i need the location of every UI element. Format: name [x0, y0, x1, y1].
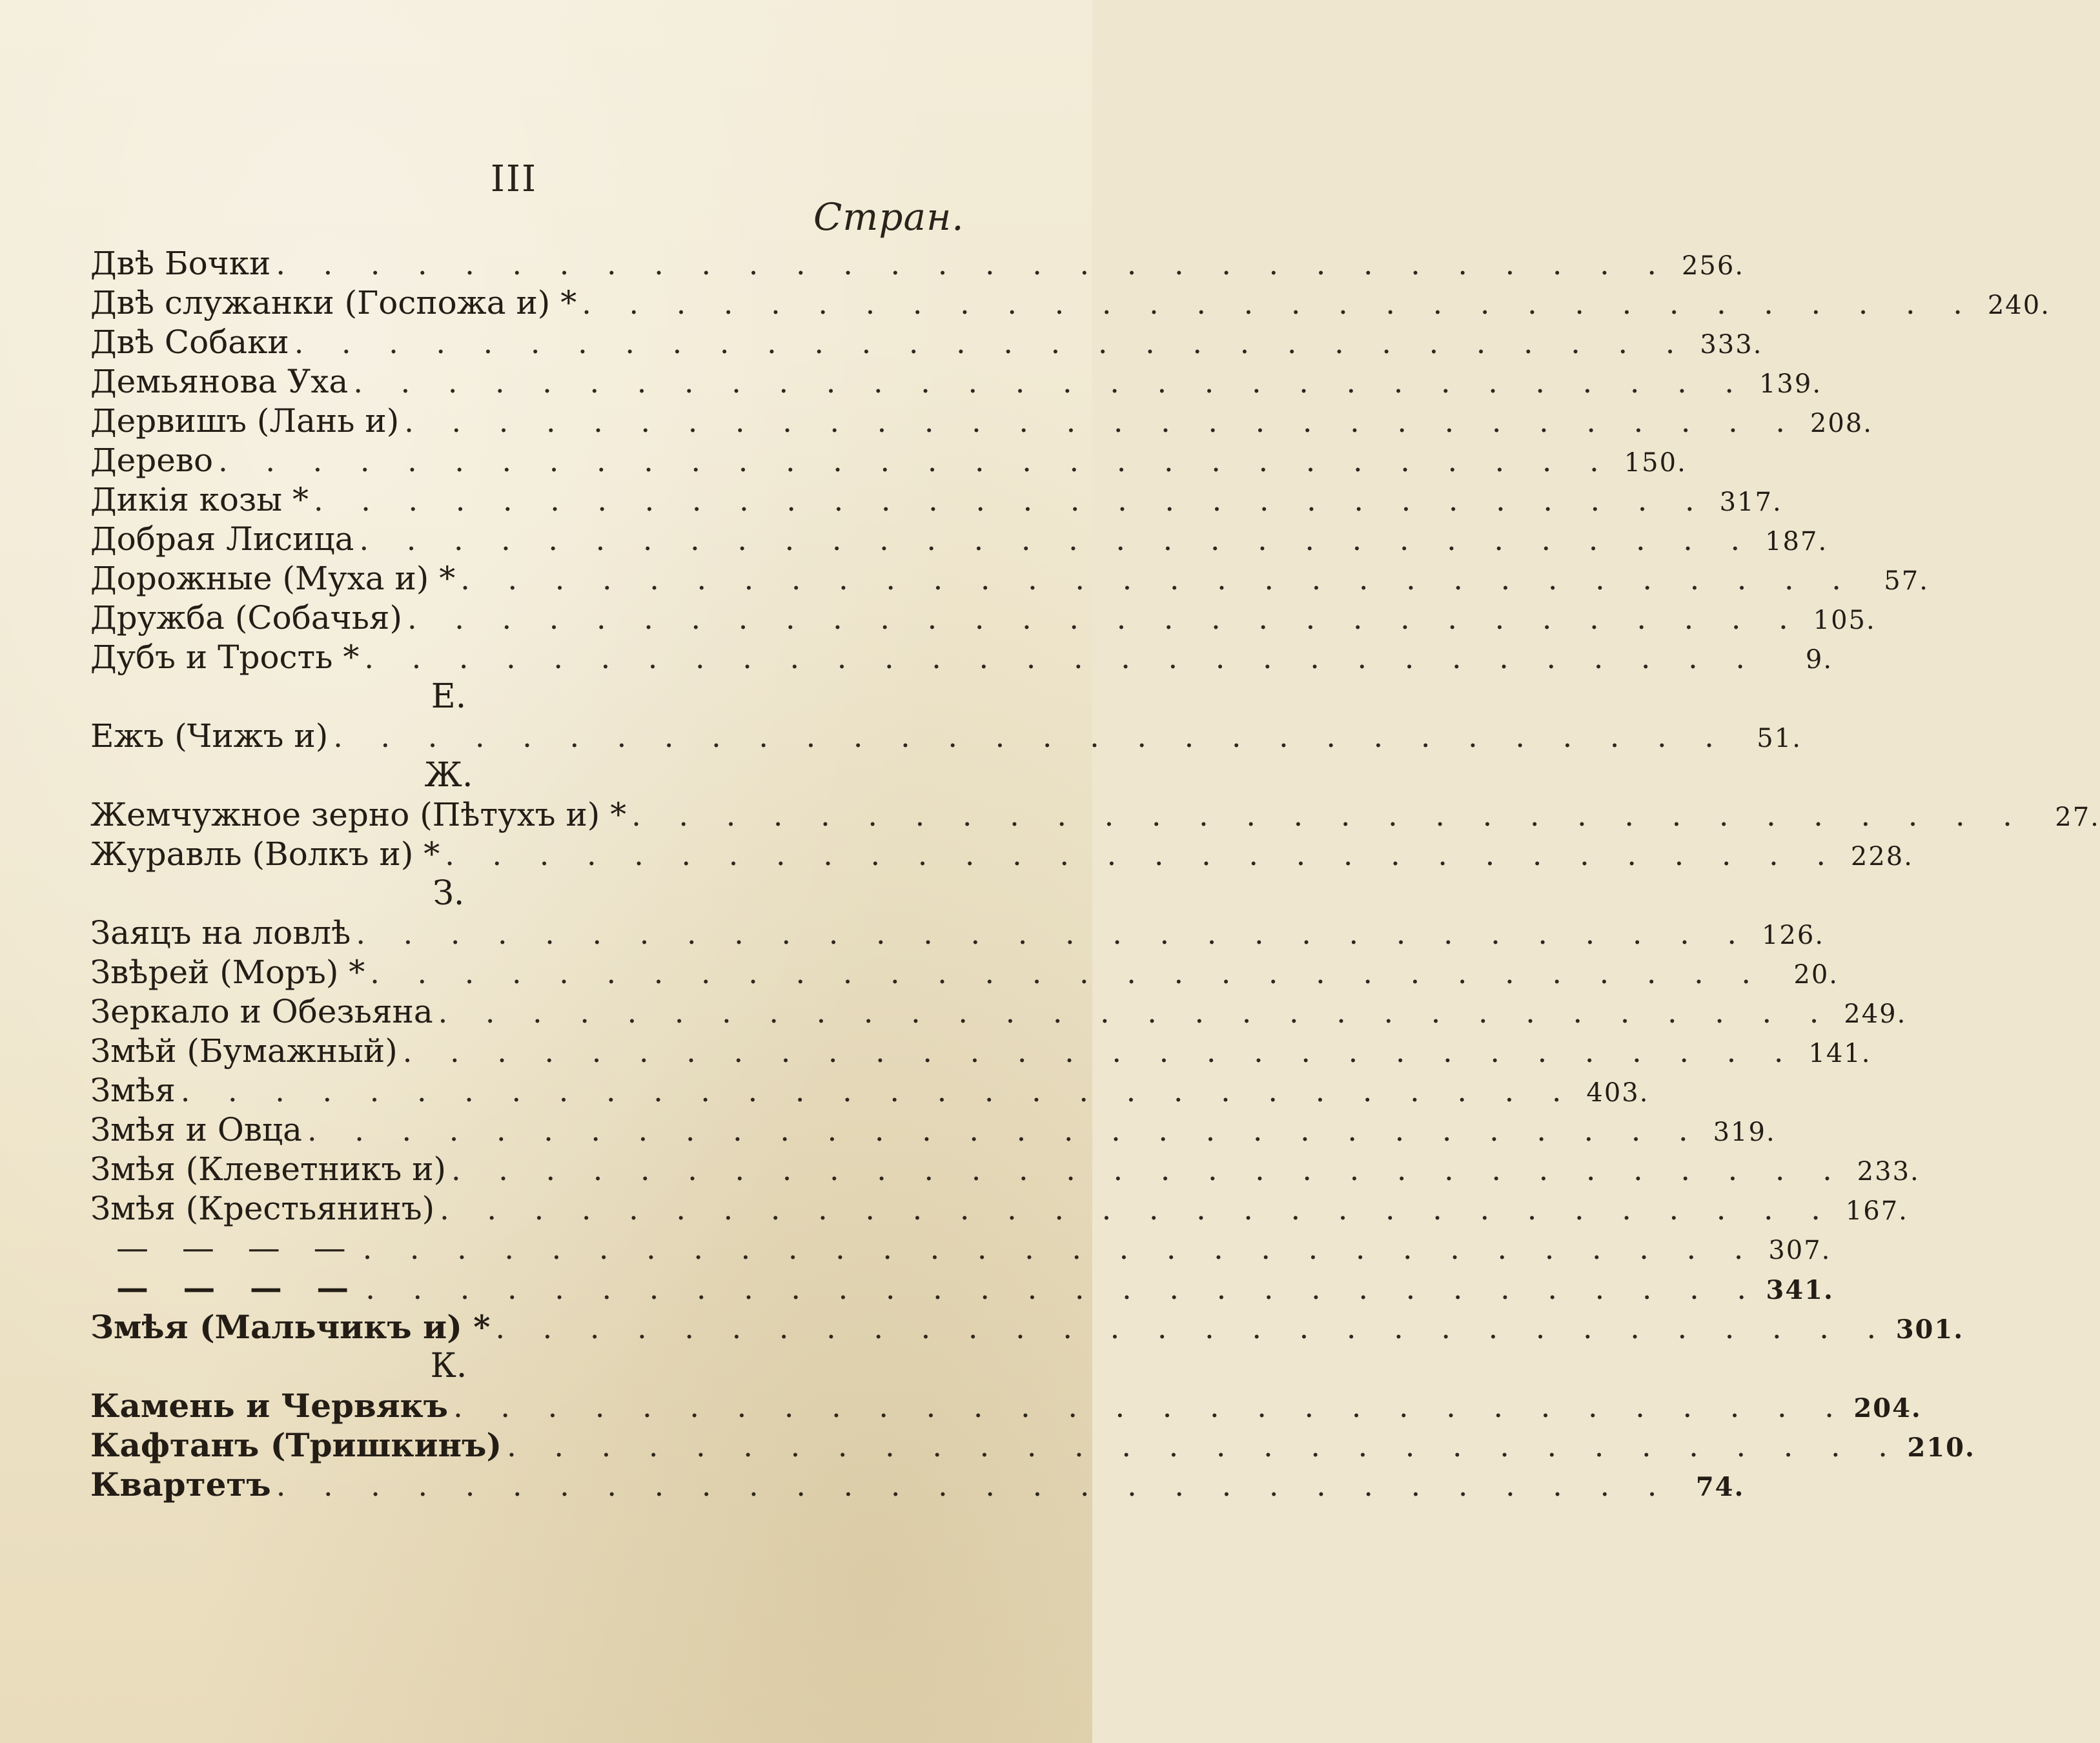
dot-leader: . . . . . . . . . . . . . . . . . . . . . . . . . . . . . .: [407, 601, 1802, 636]
dot-leader: . . . . . . . . . . . . . . . . . . . . . . . . . . . . . .: [180, 1074, 1576, 1108]
entry-page-number: 9.: [1805, 645, 1833, 675]
section-letter: Ж.: [424, 756, 473, 795]
toc-entry: [90, 480, 1782, 520]
entry-title: Ежъ (Чижъ и): [90, 717, 329, 755]
toc-entry: [90, 913, 1825, 953]
dot-leader: . . . . . . . . . . . . . . . . . . . . . . . . . . . . . .: [276, 247, 1671, 281]
entry-page-number: 233.: [1857, 1157, 1920, 1187]
entry-title: Кафтанъ (Тришкинъ): [90, 1426, 502, 1464]
toc-entry: [90, 244, 1745, 283]
page-column-header: Стран.: [813, 195, 964, 239]
toc-entry: [90, 1268, 1834, 1307]
toc-entry: [90, 1465, 1745, 1504]
entry-page-number: 126.: [1761, 921, 1825, 950]
dot-leader: . . . . . . . . . . . . . . . . . . . . . . . . . . . . . .: [353, 365, 1749, 400]
entry-page-number: 256.: [1681, 251, 1745, 281]
section-letter: Е.: [431, 677, 467, 716]
dot-leader: . . . . . . . . . . . . . . . . . . . . . . . . . . . . . .: [451, 1152, 1846, 1187]
entry-title: Демьянова Уха: [90, 363, 349, 400]
toc-entry: [90, 1110, 1776, 1150]
entry-title: Дубъ и Трость *: [90, 638, 360, 676]
entry-page-number: 20.: [1793, 960, 1839, 990]
toc-entry: [90, 520, 1828, 559]
dot-leader: . . . . . . . . . . . . . . . . . . . . . . . . . . . . . .: [631, 798, 2026, 833]
entry-title: Звѣрей (Моръ) *: [90, 953, 365, 991]
entry-title: Змѣя (Клеветникъ и): [90, 1150, 447, 1188]
entry-page-number: 403.: [1586, 1078, 1649, 1108]
entry-title: Дервишъ (Лань и): [90, 402, 400, 440]
entry-title: Змѣя (Мальчикъ и) *: [90, 1308, 491, 1346]
entry-page-number: 317.: [1719, 487, 1782, 517]
entry-title: Двѣ Собаки: [90, 323, 289, 361]
entry-page-number: 167.: [1845, 1196, 1908, 1226]
entry-page-number: 319.: [1713, 1117, 1776, 1147]
entry-title: Двѣ служанки (Госпожа и) *: [90, 284, 577, 321]
entry-page-number: 150.: [1624, 448, 1687, 478]
entry-page-number: 341.: [1766, 1275, 1834, 1305]
ditto-dashes: — — — —: [116, 1229, 358, 1267]
dot-leader: . . . . . . . . . . . . . . . . . . . . . . . . . . . . . .: [365, 1271, 1760, 1306]
entry-page-number: 249.: [1844, 999, 1907, 1029]
dot-leader: . . . . . . . . . . . . . . . . . . . . . . . . . . . . . .: [370, 955, 1765, 990]
dot-leader: . . . . . . . . . . . . . . . . . . . . . . . . . . . . . .: [313, 483, 1709, 518]
dot-leader: . . . . . . . . . . . . . . . . . . . . . . . . . . . . . .: [333, 719, 1728, 754]
toc-entry: [90, 1032, 1871, 1071]
dot-leader: . . . . . . . . . . . . . . . . . . . . . . . . . . . . . .: [359, 522, 1755, 557]
entry-title: Журавль (Волкъ и) *: [90, 835, 440, 873]
toc-entry: [90, 323, 1763, 362]
entry-page-number: 208.: [1809, 409, 1873, 438]
dot-leader: . . . . . . . . . . . . . . . . . . . . . . . . . . . . . .: [404, 404, 1799, 439]
entry-page-number: 57.: [1884, 566, 1929, 596]
section-letter: К.: [430, 1347, 467, 1385]
dot-leader: . . . . . . . . . . . . . . . . . . . . . . . . . . . . . .: [364, 640, 1760, 675]
entry-page-number: 27.: [2055, 802, 2100, 832]
section-letter: З.: [433, 874, 465, 913]
dot-leader: . . . . . . . . . . . . . . . . . . . . . . . . . . . . . .: [307, 1113, 1702, 1148]
entry-title: Змѣя (Крестьянинъ): [90, 1190, 435, 1227]
table-of-contents: [90, 244, 2100, 1504]
entry-title: Дружба (Собачья): [90, 599, 402, 637]
toc-entry: [90, 1307, 1964, 1347]
entry-title: Добрая Лисица: [90, 520, 354, 558]
dot-leader: . . . . . . . . . . . . . . . . . . . . . . . . . . . . . .: [218, 443, 1613, 478]
dot-leader: . . . . . . . . . . . . . . . . . . . . . . . . . . . . . .: [495, 1310, 1891, 1345]
toc-entry: [90, 1386, 1922, 1425]
dot-leader: . . . . . . . . . . . . . . . . . . . . . . . . . . . . . .: [460, 562, 1855, 596]
toc-entry: [90, 283, 2050, 323]
ditto-dashes: — — — —: [116, 1269, 361, 1307]
entry-title: Дикія козы *: [90, 481, 309, 518]
entry-title: Жемчужное зерно (Пѣтухъ и) *: [90, 796, 627, 833]
entry-title: Квартетъ: [90, 1465, 271, 1503]
entry-title: Камень и Червякъ: [90, 1387, 449, 1425]
toc-entry: [90, 1425, 1975, 1465]
toc-entry: [90, 1071, 1649, 1110]
entry-page-number: 210.: [1907, 1432, 1975, 1463]
dot-leader: . . . . . . . . . . . . . . . . . . . . . . . . . . . . . .: [356, 916, 1751, 951]
dot-leader: . . . . . . . . . . . . . . . . . . . . . . . . . . . . . .: [402, 1034, 1798, 1069]
entry-page-number: 240.: [1987, 290, 2050, 320]
entry-page-number: 141.: [1808, 1039, 1871, 1068]
entry-title: Зеркало и Обезьяна: [90, 993, 433, 1030]
dot-leader: . . . . . . . . . . . . . . . . . . . . . . . . . . . . . .: [453, 1389, 1848, 1424]
entry-page-number: 228.: [1850, 842, 1913, 872]
toc-entry: [90, 1189, 1908, 1228]
entry-page-number: 301.: [1895, 1314, 1964, 1345]
toc-entry: [90, 362, 1822, 402]
dot-leader: . . . . . . . . . . . . . . . . . . . . . . . . . . . . . .: [276, 1468, 1671, 1503]
dot-leader: . . . . . . . . . . . . . . . . . . . . . . . . . . . . . .: [438, 995, 1833, 1030]
toc-entry: [90, 953, 1839, 992]
dot-leader: . . . . . . . . . . . . . . . . . . . . . . . . . . . . . .: [294, 325, 1689, 360]
dot-leader: . . . . . . . . . . . . . . . . . . . . . . . . . . . . . .: [507, 1429, 1902, 1463]
toc-entry: [90, 992, 1907, 1032]
entry-page-number: 51.: [1757, 724, 1802, 753]
dot-leader: . . . . . . . . . . . . . . . . . . . . . . . . . . . . . .: [362, 1231, 1758, 1266]
toc-entry: [90, 1228, 1831, 1268]
page-number: III: [490, 158, 538, 200]
entry-title: Заяцъ на ловлѣ: [90, 914, 351, 952]
toc-entry: [90, 598, 1876, 638]
entry-page-number: 139.: [1758, 369, 1822, 399]
toc-entry: [90, 559, 1929, 598]
entry-page-number: 187.: [1765, 527, 1828, 556]
toc-entry: [90, 441, 1687, 480]
toc-entry: [90, 835, 1913, 874]
dot-leader: . . . . . . . . . . . . . . . . . . . . . . . . . . . . . .: [440, 1192, 1835, 1227]
toc-entry: [90, 795, 2100, 835]
dot-leader: . . . . . . . . . . . . . . . . . . . . . . . . . . . . . .: [582, 286, 1977, 321]
entry-title: Двѣ Бочки: [90, 245, 271, 282]
entry-page-number: 105.: [1813, 606, 1876, 635]
entry-title: Змѣй (Бумажный): [90, 1032, 398, 1070]
entry-title: Дерево: [90, 442, 214, 479]
dot-leader: . . . . . . . . . . . . . . . . . . . . . . . . . . . . . .: [445, 837, 1840, 872]
toc-entry: [90, 402, 1873, 441]
entry-page-number: 333.: [1700, 330, 1763, 360]
entry-title: Змѣя и Овца: [90, 1111, 302, 1148]
entry-page-number: 307.: [1768, 1236, 1831, 1265]
entry-page-number: 204.: [1853, 1393, 1922, 1423]
entry-title: Змѣя: [90, 1072, 176, 1109]
entry-title: Дорожные (Муха и) *: [90, 560, 456, 597]
toc-entry: [90, 717, 1802, 756]
entry-page-number: 74.: [1695, 1472, 1745, 1502]
toc-entry: [90, 1150, 1920, 1189]
toc-entry: [90, 638, 1833, 677]
